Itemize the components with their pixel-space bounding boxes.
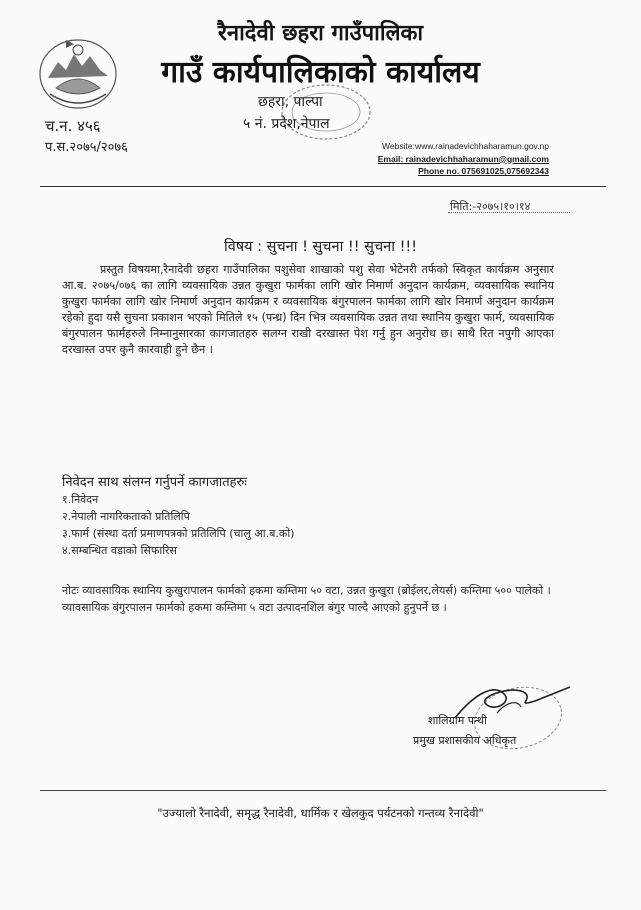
office-name: गाउँ कार्यपालिकाको कार्यालय (161, 55, 480, 90)
office-stamp (278, 82, 374, 142)
notice-body: प्रस्तुत विषयमा,रैनादेवी छहरा गाउँपालिका पशुसेवा शाखाको पशु सेवा भेटेनरी तर्फको स्विकृत कार्यक्रम अनुसार आ.ब. २०७५/०७६ का लागि व्यवसायिक उन्नत कुखुरा फार्मका लागि खोर निमार्ण अनुदान कार्यक्रम, व्यवसायिक स्थानिय कुखुरा फार्मका लागि खोर निमार्ण अनुदान कार्यक्रम र व्यवसायिक बंगुरपालन फार्मका लागि खोर निमार्ण अनुदान कार्यक्रम रहेको हुदा यसै सुचना प्रकाशन भएको मितिले १५ (पन्ध्र) दिन भित्र व्यवसायिक उन्नत तथा स्थानिय कुखुरा फार्म, व्यवसायिक बंगुरपालन फार्महरुले निम्नानुसारका कागजातहरु सलग्न राखी दरखास्त पेश गर्नु हुन अनुरोध छ। साथै रित नपुगी आएका दरखास्त उपर कुनै कारवाही हुने छैन । (62, 263, 554, 356)
date-underline (448, 212, 570, 213)
documents-heading: निवेदन साथ संलग्न गर्नुपर्ने कागजातहरुः (62, 475, 247, 490)
letter-date: मिति:-२०७५।१०।१४ (450, 200, 531, 213)
fiscal-year: प.स.२०७५/२०७६ (45, 140, 128, 155)
org-name: रैनादेवी छहरा गाउँपालिका (217, 21, 424, 46)
list-item: १.निवेदन (62, 493, 99, 506)
reference-number: च.न. ४५६ (45, 117, 101, 135)
signer-title: प्रमुख प्रशासकीय अधिकृत (413, 734, 517, 747)
list-item: ४.सम्बन्धित वडाको सिफारिस (62, 544, 177, 557)
note-block (62, 582, 554, 616)
website-link[interactable]: Website:www.rainadevichhaharamun.gov.np (382, 141, 549, 151)
documents-list (62, 491, 294, 559)
phone-number: Phone no. 075691025,075692343 (418, 166, 549, 176)
note-line-2: व्यावसायिक बंगुरपालन फार्मको हकमा कम्तिमा ५ वटा उत्पादनशिल बंगुर पाल्दै आएको हुनुपर्ने छ । (62, 601, 447, 614)
list-item: २.नेपाली नागरिकताको प्रतिलिपि (62, 510, 190, 523)
signer-name: शालिग्राम पन्थी (428, 714, 487, 727)
note-line-1: नोटः व्यावसायिक स्थानिय कुखुरापालन फार्मको हकमा कम्तिमा ५० वटा, उन्नत कुखुरा (ब्रोईलर,लेयर्स) कम्तिमा ५०० पालेको । (62, 584, 551, 597)
footer-slogan: "उज्यालो रैनादेवी, समृद्ध रैनादेवी, धार्मिक र खेलकुद पर्यटनको गन्तव्य रैनादेवी" (157, 806, 484, 820)
address-line2: ५ नं. प्रदेश,नेपाल (243, 116, 330, 132)
list-item: ३.फार्म (संस्था दर्ता प्रमाणपत्रको प्रतिलिपि (चालु आ.ब.को) (62, 527, 295, 540)
footer-divider (40, 790, 606, 791)
header-divider (40, 186, 606, 187)
subject-line: विषय : सुचना ! सुचना !! सुचना !!! (223, 239, 418, 255)
email-link[interactable]: Email: rainadevichhaharamun@gmail.com (377, 153, 549, 164)
contact-block (378, 140, 549, 178)
address-line1: छहरा, पाल्पा (258, 94, 323, 110)
